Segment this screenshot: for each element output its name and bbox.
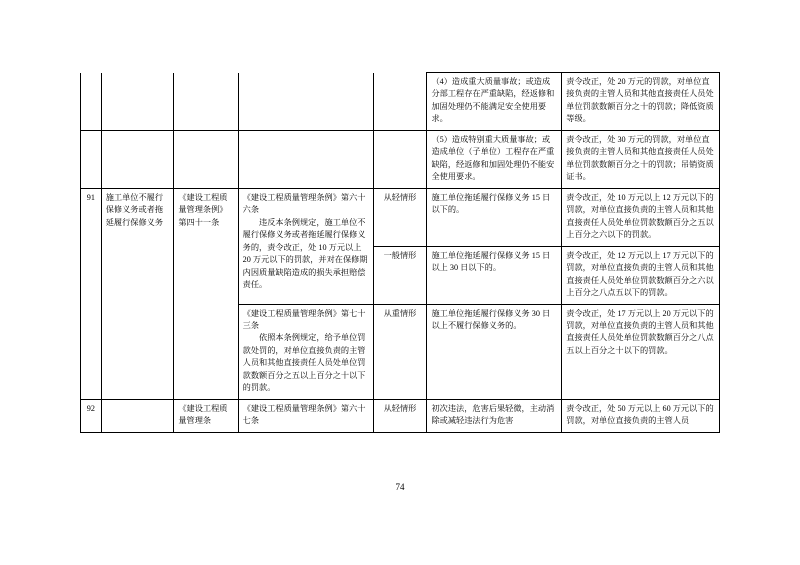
table-container [80,72,720,433]
table-row [81,130,720,188]
penalty-standards-table [80,72,720,433]
cell-action [101,73,174,131]
cell-degree [373,73,427,131]
cell-penalty: 《建设工程质量管理条例》第六十七条 [238,399,373,432]
cell-penalty [238,73,373,131]
cell-basis [174,73,238,131]
cell-degree: 从重情形 [373,304,427,399]
cell-basis: 《建设工程质量管理条例》第四十一条 [174,188,238,399]
cell-action [101,399,174,432]
table-row [81,188,720,246]
cell-result: 责令改正，处 20 万元的罚款，对单位直接负责的主管人员和其他直接责任人员处单位罚款数额百分之十的罚款；降低资质等级。 [562,73,720,131]
cell-result: 责令改正，处 10 万元以上 12 万元以下的罚款，对单位直接负责的主管人员和其他直接责任人员处单位罚款数额百分之五以上百分之六以下的罚款。 [562,188,720,246]
cell-condition: 施工单位拖延履行保修义务 15 日以下的。 [427,188,562,246]
cell-number [81,73,102,131]
cell-condition: 施工单位拖延履行保修义务 30 日以上不履行保修义务的。 [427,304,562,399]
cell-result: 责令改正，处 30 万元的罚款，对单位直接负责的主管人员和其他直接责任人员处单位罚款数额百分之十的罚款；吊销资质证书。 [562,130,720,188]
cell-penalty [238,304,373,399]
penalty-article-title: 《建设工程质量管理条例》第七十三条 [242,308,366,330]
cell-condition: 初次违法，危害后果轻微，主动消除或减轻违法行为危害 [427,399,562,432]
cell-result: 责令改正，处 12 万元以上 17 万元以下的罚款，对单位直接负责的主管人员和其他直接责任人员处单位罚款数额百分之六以上百分之八点五以下的罚款。 [562,246,720,304]
cell-action [101,130,174,188]
cell-penalty [238,188,373,304]
cell-degree: 一般情形 [373,246,427,304]
cell-degree: 从轻情形 [373,399,427,432]
cell-condition: 施工单位拖延履行保修义务 15 日以上 30 日以下的。 [427,246,562,304]
penalty-article-body: 依照本条例规定，给予单位罚款处罚的，对单位直接负责的主管人员和其他直接责任人员处单位罚款数额百分之五以上百分之十以下的罚款。 [242,333,366,393]
cell-basis [174,130,238,188]
cell-degree: 从轻情形 [373,188,427,246]
cell-condition: （4）造成重大质量事故；或造成分部工程存在严重缺陷，经返修和加固处理仍不能满足安全使用要求。 [427,73,562,131]
cell-action: 施工单位不履行保修义务或者拖延履行保修义务 [101,188,174,399]
cell-penalty [238,130,373,188]
penalty-article-body: 违反本条例规定，施工单位不履行保修义务或者拖延履行保修义务的，责令改正，处 10 万元以上 20 万元以下的罚款，并对在保修期内因质量缺陷造成的损失承担赔偿责任。 [242,217,368,290]
cell-degree [373,130,427,188]
cell-number: 91 [81,188,102,399]
cell-basis: 《建设工程质量管理条 [174,399,238,432]
page-number: 74 [395,482,405,492]
cell-result: 责令改正，处 17 万元以上 20 万元以下的罚款，对单位直接负责的主管人员和其他直接责任人员处单位罚款数额百分之八点五以上百分之十以下的罚款。 [562,304,720,399]
cell-number: 92 [81,399,102,432]
cell-condition: （5）造成特别重大质量事故；或造成单位（子单位）工程存在严重缺陷，经返修和加固处理仍不能安全使用要求。 [427,130,562,188]
cell-result: 责令改正，处 50 万元以上 60 万元以下的罚款，对单位直接负责的主管人员 [562,399,720,432]
penalty-article-title: 《建设工程质量管理条例》第六十六条 [242,192,366,215]
table-row [81,73,720,131]
cell-number [81,130,102,188]
table-row [81,399,720,432]
